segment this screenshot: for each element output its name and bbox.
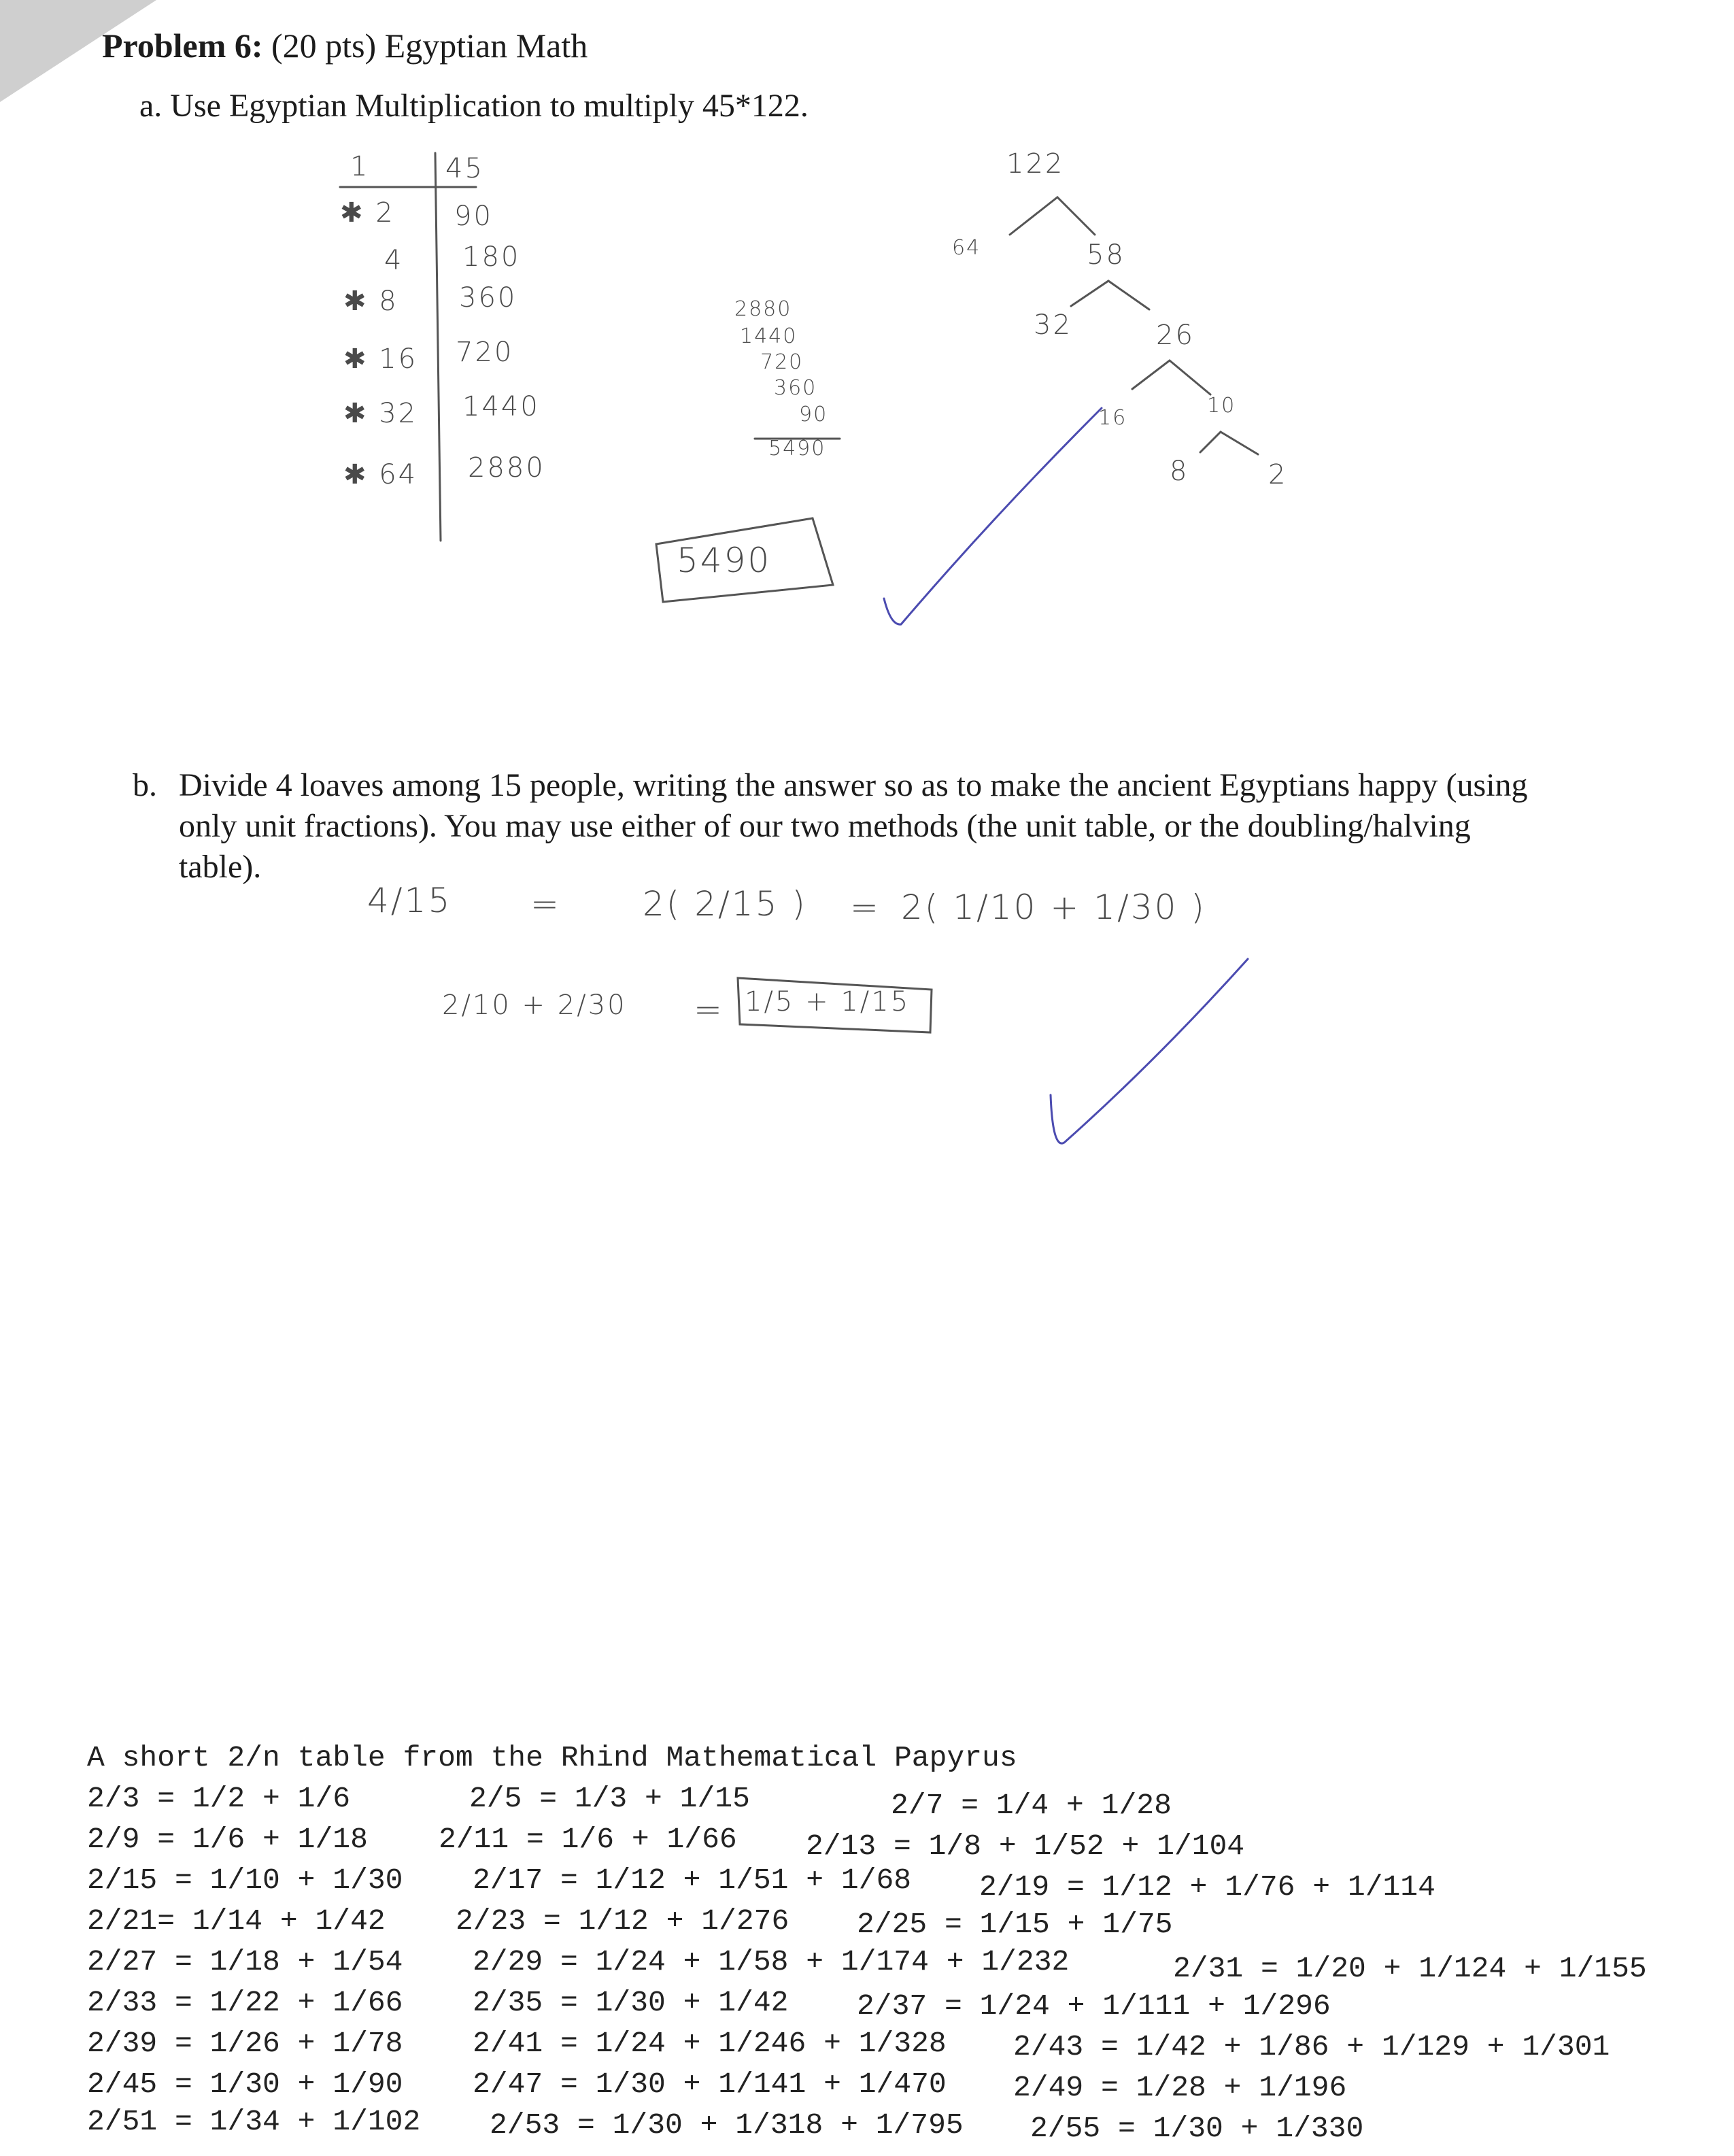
tree-branch-10	[1200, 432, 1258, 454]
sum-1: 1440	[740, 324, 798, 348]
rhind-row-7-col-0: 2/45 = 1/30 + 1/90	[87, 2068, 403, 2101]
tree-node-122: 122	[1006, 148, 1065, 180]
equals-2: =	[850, 888, 881, 927]
rhind-row-0-col-2: 2/7 = 1/4 + 1/28	[891, 1789, 1172, 1822]
part-b-line-3: table).	[179, 849, 262, 885]
problem-points: (20 pts) Egyptian Math	[271, 27, 588, 65]
checkmark-a	[884, 408, 1102, 624]
tree-node-2: 2	[1268, 459, 1288, 490]
table-left-6: ✱ 64	[343, 459, 418, 490]
sum-3: 360	[774, 376, 817, 400]
tree-branch-122	[1010, 197, 1095, 235]
checkmark-b	[1051, 959, 1248, 1143]
tree-node-32: 32	[1034, 309, 1072, 341]
rhind-row-5-col-2: 2/37 = 1/24 + 1/111 + 1/296	[857, 1989, 1331, 2023]
rhind-row-6-col-2: 2/43 = 1/42 + 1/86 + 1/129 + 1/301	[1013, 2030, 1610, 2064]
tree-node-16: 16	[1098, 406, 1127, 430]
table-left-1: ✱ 2	[340, 197, 395, 229]
fraction-4-15: 4/15	[367, 881, 452, 920]
table-left-5: ✱ 32	[343, 398, 418, 429]
tree-branch-26	[1132, 360, 1210, 394]
fraction-2-of-sum: 2( 1/10 + 1/30 )	[901, 888, 1206, 927]
part-b-line-2: only unit fractions). You may use either of our two methods (the unit table, or the doubling/halving	[179, 808, 1471, 844]
table-vertical-line	[435, 153, 441, 541]
fraction-2-of-2-15: 2( 2/15 )	[643, 884, 807, 924]
table-left-4: ✱ 16	[343, 343, 418, 375]
table-right-5: 1440	[462, 391, 540, 422]
tree-node-26: 26	[1156, 320, 1195, 351]
table-right-6: 2880	[468, 452, 545, 484]
table-left-3: ✱ 8	[343, 286, 398, 317]
rhind-row-0-col-1: 2/5 = 1/3 + 1/15	[469, 1782, 750, 1815]
tree-branch-58	[1071, 281, 1149, 309]
part-b-question	[133, 765, 1642, 888]
rhind-row-3-col-0: 2/21= 1/14 + 1/42	[87, 1904, 386, 1938]
tree-node-10: 10	[1207, 394, 1236, 418]
equals-1: =	[530, 884, 561, 924]
part-a-question: a. Use Egyptian Multiplication to multiply 45*122.	[139, 88, 809, 124]
equals-3: =	[694, 990, 724, 1029]
rhind-row-8-col-1: 2/53 = 1/30 + 1/318 + 1/795	[490, 2108, 964, 2142]
rhind-row-4-col-2: 2/31 = 1/20 + 1/124 + 1/155	[1173, 1952, 1647, 1985]
rhind-row-1-col-2: 2/13 = 1/8 + 1/52 + 1/104	[806, 1830, 1245, 1863]
problem-title	[102, 26, 588, 65]
part-b-letter: b.	[133, 767, 157, 803]
rhind-row-8-col-2: 2/55 = 1/30 + 1/330	[1030, 2112, 1364, 2145]
table-right-2: 180	[462, 241, 521, 273]
sum-4: 90	[799, 403, 828, 426]
fraction-sum-2-10-2-30: 2/10 + 2/30	[442, 990, 627, 1021]
rhind-table-heading: A short 2/n table from the Rhind Mathematical Papyrus	[87, 1741, 1017, 1774]
table-left-0: 1	[350, 151, 370, 182]
table-right-1: 90	[454, 201, 493, 232]
rhind-row-8-col-0: 2/51 = 1/34 + 1/102	[87, 2105, 421, 2138]
rhind-row-2-col-1: 2/17 = 1/12 + 1/51 + 1/68	[473, 1864, 912, 1897]
table-right-3: 360	[459, 282, 517, 314]
rhind-row-3-col-2: 2/25 = 1/15 + 1/75	[857, 1908, 1173, 1941]
rhind-row-4-col-0: 2/27 = 1/18 + 1/54	[87, 1945, 403, 1978]
rhind-row-2-col-0: 2/15 = 1/10 + 1/30	[87, 1864, 403, 1897]
problem-label: Problem 6:	[102, 27, 263, 65]
rhind-row-7-col-2: 2/49 = 1/28 + 1/196	[1013, 2071, 1347, 2104]
sum-5: 5490	[768, 437, 826, 460]
tree-node-58: 58	[1087, 239, 1125, 271]
rhind-row-6-col-1: 2/41 = 1/24 + 1/246 + 1/328	[473, 2027, 947, 2060]
multiplication-answer: 5490	[677, 541, 772, 580]
sum-0: 2880	[734, 297, 792, 321]
part-b-line-1: Divide 4 loaves among 15 people, writing the answer so as to make the ancient Egyptians happy (using	[179, 767, 1528, 803]
rhind-row-6-col-0: 2/39 = 1/26 + 1/78	[87, 2027, 403, 2060]
sum-2: 720	[760, 350, 804, 374]
rhind-row-1-col-1: 2/11 = 1/6 + 1/66	[439, 1823, 737, 1856]
unit-fraction-answer: 1/5 + 1/15	[745, 986, 911, 1017]
rhind-row-2-col-2: 2/19 = 1/12 + 1/76 + 1/114	[979, 1870, 1435, 1904]
rhind-row-3-col-1: 2/23 = 1/12 + 1/276	[456, 1904, 789, 1938]
rhind-row-5-col-0: 2/33 = 1/22 + 1/66	[87, 1986, 403, 2019]
rhind-row-5-col-1: 2/35 = 1/30 + 1/42	[473, 1986, 789, 2019]
tree-node-64: 64	[952, 236, 981, 260]
table-right-4: 720	[456, 337, 514, 368]
rhind-row-0-col-0: 2/3 = 1/2 + 1/6	[87, 1782, 351, 1815]
table-right-0: 45	[445, 153, 484, 184]
rhind-row-7-col-1: 2/47 = 1/30 + 1/141 + 1/470	[473, 2068, 947, 2101]
table-left-2: 4	[384, 245, 404, 276]
tree-node-8: 8	[1170, 456, 1189, 487]
rhind-row-1-col-0: 2/9 = 1/6 + 1/18	[87, 1823, 368, 1856]
rhind-row-4-col-1: 2/29 = 1/24 + 1/58 + 1/174 + 1/232	[473, 1945, 1070, 1978]
